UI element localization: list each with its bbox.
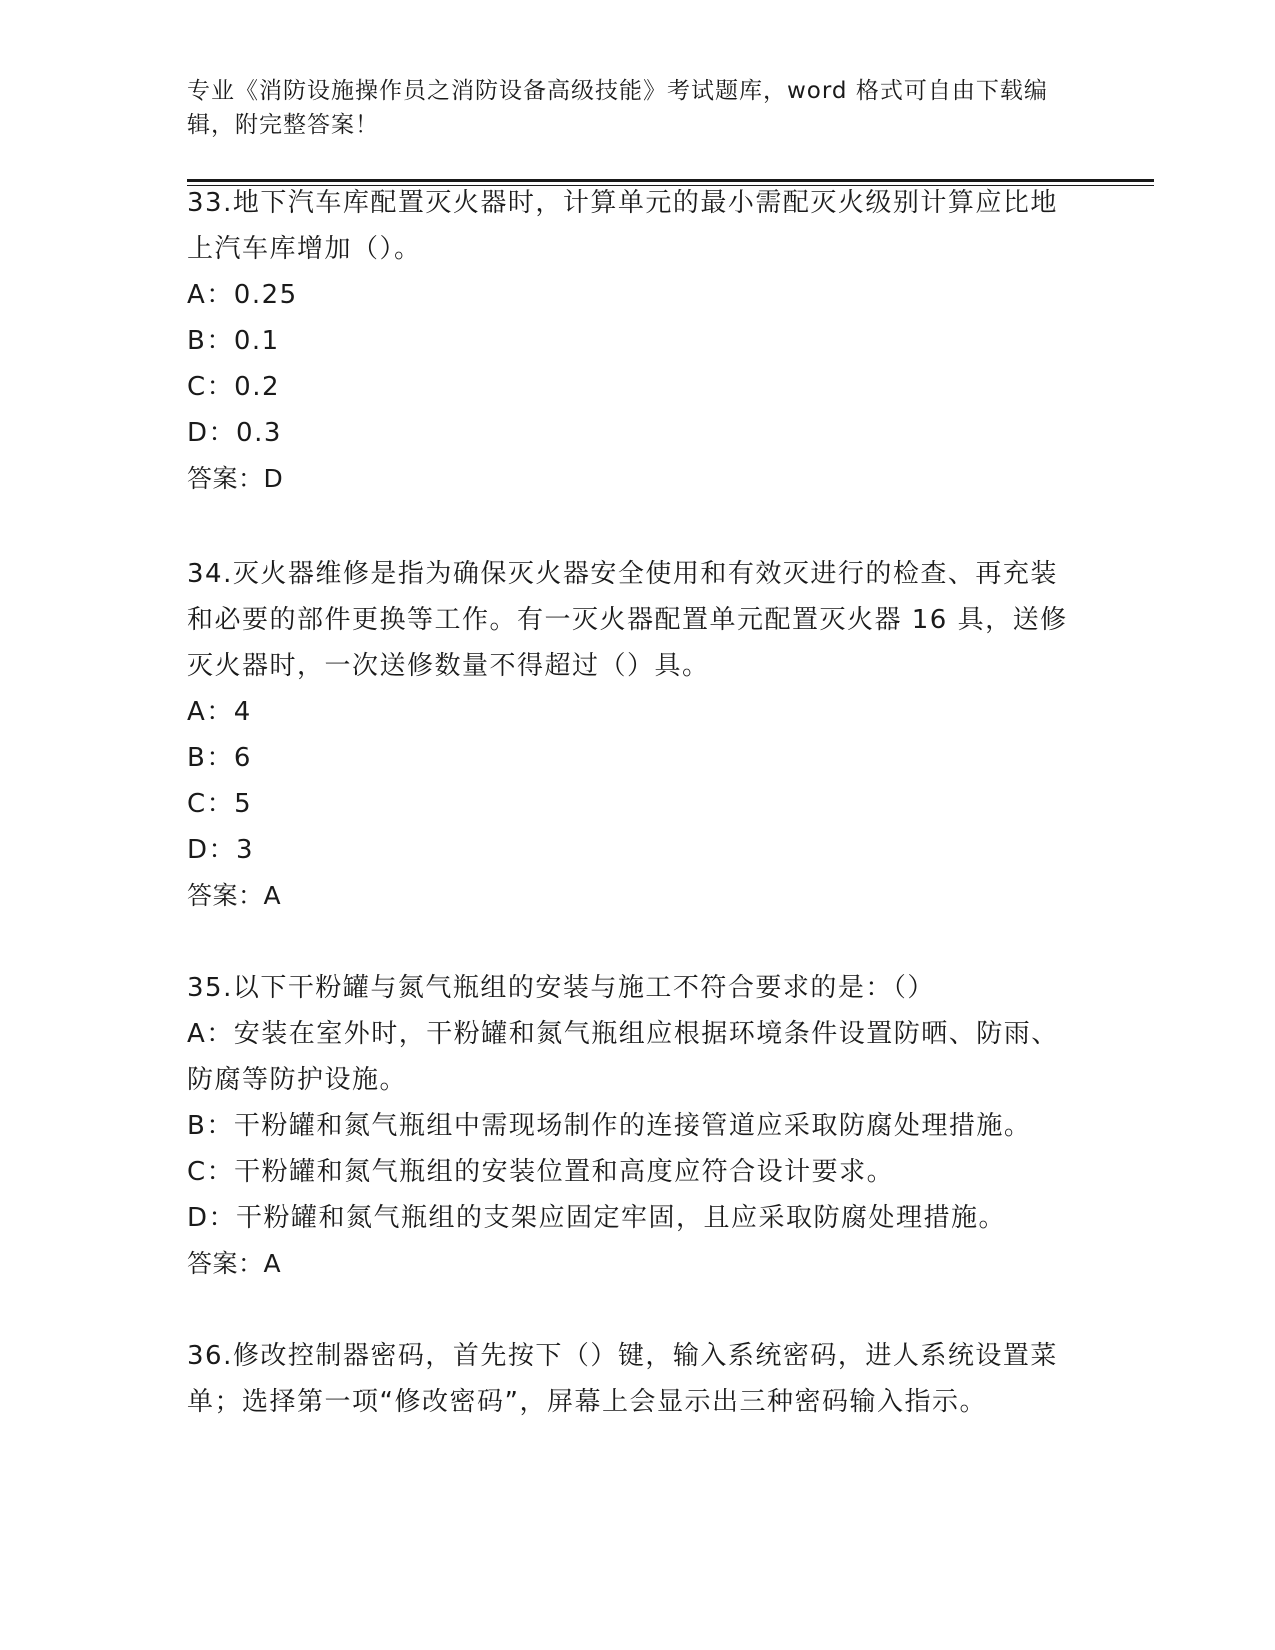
option-b: B：0.1 [187, 326, 280, 356]
option-d: D：干粉罐和氮气瓶组的支架应固定牢固，且应采取防腐处理措施。 [187, 1203, 1007, 1233]
option-b: B：干粉罐和氮气瓶组中需现场制作的连接管道应采取防腐处理措施。 [187, 1111, 1032, 1141]
answer-line: 答案：A [187, 881, 282, 910]
question-36 [187, 1333, 1077, 1425]
option-d: D：0.3 [187, 418, 282, 448]
question-35 [187, 965, 1077, 1287]
option-a: A：安装在室外时，干粉罐和氮气瓶组应根据环境条件设置防晒、防雨、防腐等防护设施。 [187, 1019, 1059, 1095]
option-c: C：0.2 [187, 372, 281, 402]
answer-line: 答案：D [187, 464, 284, 493]
question-33 [187, 180, 1077, 502]
option-c: C：5 [187, 789, 253, 819]
option-a: A：4 [187, 697, 252, 727]
option-d: D：3 [187, 835, 255, 865]
question-stem: 34.灭火器维修是指为确保灭火器安全使用和有效灭进行的检查、再充装和必要的部件更换等工作。有一灭火器配置单元配置灭火器 16 具，送修灭火器时，一次送修数量不得超过（）具。 [187, 559, 1068, 681]
option-c: C：干粉罐和氮气瓶组的安装位置和高度应符合设计要求。 [187, 1157, 895, 1187]
question-34 [187, 551, 1077, 919]
option-a: A：0.25 [187, 280, 298, 310]
document-header: 专业《消防设施操作员之消防设备高级技能》考试题库，word 格式可自由下载编辑，附完整答案！ [187, 78, 1048, 138]
option-b: B：6 [187, 743, 252, 773]
question-stem: 36.修改控制器密码，首先按下（）键，输入系统密码，进人系统设置菜单；选择第一项“修改密码”，屏幕上会显示出三种密码输入指示。 [187, 1341, 1058, 1417]
question-stem: 33.地下汽车库配置灭火器时，计算单元的最小需配灭火级别计算应比地上汽车库增加（）。 [187, 188, 1058, 264]
answer-line: 答案：A [187, 1249, 282, 1278]
question-stem: 35.以下干粉罐与氮气瓶组的安装与施工不符合要求的是：（） [187, 973, 935, 1003]
